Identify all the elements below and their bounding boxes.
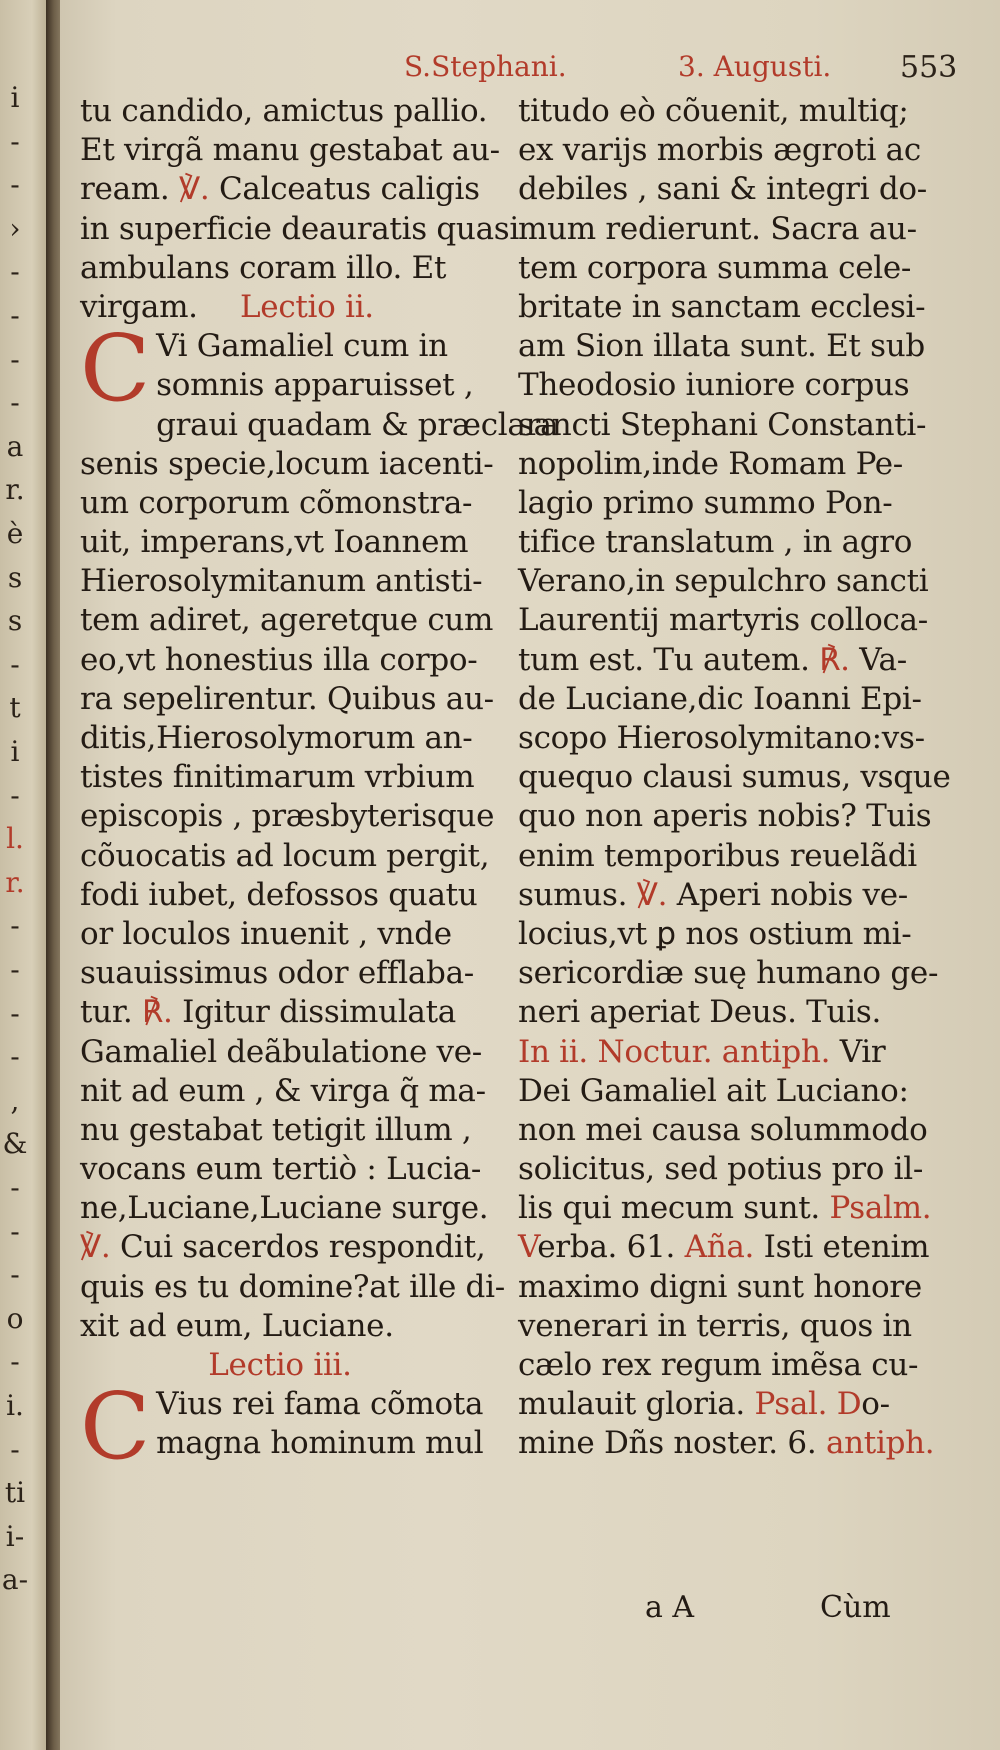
- text-line: tifice translatum , in agro: [518, 524, 913, 561]
- header-date: 3. Augusti.: [678, 50, 832, 83]
- text-line: quo non aperis nobis? Tuis: [518, 798, 932, 835]
- text-line: Vius rei fama cõmota: [156, 1386, 484, 1423]
- text-line: tistes finitimarum vrbium: [80, 759, 475, 796]
- text-line: in superficie deauratis quasi: [80, 210, 519, 247]
- running-header: [60, 50, 1000, 96]
- margin-letter: -: [10, 953, 20, 986]
- text-line: mulauit gloria. Psal. Do-: [518, 1386, 890, 1423]
- margin-letter: a-: [1, 1563, 29, 1597]
- text-line: nit ad eum , & virga q̃ ma-: [80, 1072, 486, 1109]
- right-column: [518, 92, 951, 1464]
- margin-letter: -: [10, 1345, 20, 1379]
- lectio-iii: [80, 1373, 510, 1481]
- margin-letter: -: [10, 124, 20, 158]
- text-line: or loculos inuenit , vnde: [80, 915, 452, 952]
- text-line: locius,vt ꝑ nos ostium mi-: [518, 915, 912, 952]
- text-line: lagio primo summo Pon-: [518, 484, 893, 521]
- text-line: magna hominum mul: [156, 1425, 484, 1462]
- lectio-iii-initial: C: [80, 1373, 151, 1481]
- text-line: vocans eum tertiò : Lucia-: [80, 1151, 482, 1188]
- text-line: ambulans coram illo. Et: [80, 249, 447, 286]
- lectio-ii-initial: C: [80, 315, 151, 423]
- margin-letter: -: [10, 778, 20, 812]
- text-line: ℣. Cui sacerdos respondit,: [80, 1229, 486, 1266]
- margin-letter: s: [7, 604, 23, 638]
- margin-letter: r.: [5, 865, 25, 899]
- text-line: xit ad eum, Luciane.: [80, 1307, 394, 1344]
- margin-letter: -: [10, 647, 20, 681]
- margin-letter: -: [10, 996, 20, 1030]
- text-line: tum est. Tu autem. ℟. Va-: [518, 641, 907, 678]
- text-line: tur. ℟. Igitur dissimulata: [80, 994, 456, 1031]
- text-line: solicitus, sed potius pro il-: [518, 1151, 924, 1188]
- text-line: titudo eò cõuenit, multiq;: [518, 93, 909, 129]
- margin-letter: -: [10, 1214, 20, 1248]
- text-line: eo,vt honestius illa corpo-: [80, 641, 478, 678]
- margin-letter: a: [6, 429, 24, 463]
- margin-letter: -: [10, 342, 20, 376]
- text-line: ditis,Hierosolymorum an-: [80, 720, 473, 756]
- margin-letter: i.: [6, 1389, 24, 1422]
- text-line: sumus. ℣. Aperi nobis ve-: [518, 876, 908, 913]
- text-line: senis specie,locum iacenti-: [80, 445, 494, 482]
- margin-letter: r.: [5, 473, 25, 507]
- text-line: venerari in terris, quos in: [518, 1307, 912, 1344]
- header-saint: S.Stephani.: [404, 50, 567, 83]
- text-line: maximo digni sunt honore: [518, 1268, 922, 1305]
- text-line: am Sion illata sunt. Et sub: [518, 328, 925, 365]
- margin-letter: -: [10, 1258, 20, 1292]
- left-column: [80, 92, 559, 1481]
- text-line: Dei Gamaliel ait Luciano:: [518, 1072, 909, 1109]
- margin-letter: è: [6, 517, 24, 550]
- text-line: britate in sanctam ecclesi-: [518, 288, 926, 325]
- text-line: tem corpora summa cele-: [518, 249, 912, 286]
- margin-letter: t: [9, 691, 21, 725]
- signature-mark: a A: [645, 1590, 695, 1625]
- page-footer: [60, 1590, 1000, 1640]
- text-line: ra sepelirentur. Quibus au-: [80, 680, 494, 717]
- margin-letter: -: [10, 386, 20, 420]
- margin-letter: i: [10, 735, 20, 768]
- text-line: nu gestabat tetigit illum ,: [80, 1111, 472, 1148]
- text-line: Theodosio iuniore corpus: [518, 367, 910, 404]
- text-line: sericordiæ suę humano ge-: [518, 955, 939, 992]
- margin-letter: -: [10, 1040, 20, 1074]
- text-line: Verano,in sepulchro sancti: [518, 563, 929, 600]
- text-line: cõuocatis ad locum pergit,: [80, 837, 490, 874]
- lectio-ii-heading: Lectio ii.: [240, 288, 374, 325]
- text-line: episcopis , præsbyterisque: [80, 798, 495, 835]
- text-line: fodi iubet, defossos quatu: [80, 876, 478, 913]
- text-line: Et virgã manu gestabat au-: [80, 132, 500, 169]
- text-line: uit, imperans,vt Ioannem: [80, 524, 469, 561]
- previous-page-margin-letters: [0, 0, 30, 1750]
- text-line: ream. ℣. Calceatus caligis: [80, 171, 480, 208]
- margin-letter: -: [10, 299, 20, 332]
- margin-letter: -: [10, 168, 20, 202]
- text-line: nopolim,inde Romam Pe-: [518, 445, 903, 482]
- margin-letter: o: [6, 1301, 24, 1335]
- text-line: graui quadam & præclara: [156, 406, 559, 443]
- margin-letter: l.: [6, 822, 24, 856]
- text-line: de Luciane,dic Ioanni Epi-: [518, 680, 922, 717]
- margin-letter: -: [10, 1171, 20, 1204]
- lectio-ii: [80, 315, 559, 1346]
- margin-letter: -: [10, 255, 20, 289]
- text-line: tu candido, amictus pallio.: [80, 93, 488, 129]
- margin-letter: -: [10, 909, 20, 943]
- text-line: lis qui mecum sunt. Psalm.: [518, 1190, 932, 1227]
- lectio-iii-lines: [80, 1373, 510, 1481]
- text-line: In ii. Noctur. antiph. Vir: [518, 1033, 886, 1070]
- virgam-text: virgam.: [80, 288, 198, 325]
- text-line: Hierosolymitanum antisti-: [80, 563, 483, 600]
- margin-letter: &: [2, 1127, 28, 1161]
- text-line: neri aperiat Deus. Tuis.: [518, 994, 881, 1031]
- text-line: ne,Luciane,Luciane surge.: [80, 1190, 489, 1227]
- text-line: um corporum cõmonstra-: [80, 484, 473, 521]
- text-line: Gamaliel deãbulatione ve-: [80, 1033, 482, 1070]
- margin-letter: -: [10, 1432, 20, 1466]
- margin-letter: i: [10, 81, 20, 114]
- text-line: cælo rex regum imẽsa cu-: [518, 1347, 919, 1383]
- text-line: quis es tu domine?at ille di-: [80, 1268, 505, 1305]
- catchword: Cùm: [820, 1590, 891, 1625]
- text-line: debiles , sani & integri do-: [518, 171, 927, 208]
- text-line: mum redierunt. Sacra au-: [518, 210, 917, 247]
- text-line: scopo Hierosolymitano:vs-: [518, 720, 925, 756]
- text-line: tem adiret, ageretque cum: [80, 602, 494, 639]
- text-line: enim temporibus reuelãdi: [518, 837, 917, 874]
- text-line: Vi Gamaliel cum in: [156, 328, 448, 365]
- page-number: 553: [900, 50, 958, 85]
- margin-letter: i-: [5, 1519, 25, 1553]
- margin-letter: ti: [4, 1476, 26, 1510]
- lectio-iii-heading: Lectio iii.: [208, 1347, 352, 1383]
- book-page: [60, 0, 1000, 1750]
- text-line: Verba. 61. Aña. Isti etenim: [518, 1229, 930, 1266]
- text-line: quequo clausi sumus, vsque: [518, 759, 951, 796]
- text-line: somnis apparuisset ,: [156, 367, 474, 404]
- text-line: suauissimus odor efflaba-: [80, 955, 474, 992]
- margin-letter: ›: [9, 211, 21, 245]
- margin-letter: s: [7, 560, 23, 594]
- text-line: mine Dñs noster. 6. antiph.: [518, 1425, 935, 1462]
- lectio-ii-lines: [80, 315, 559, 1346]
- margin-letter: ,: [10, 1083, 20, 1117]
- text-line: sancti Stephani Constanti-: [518, 406, 927, 443]
- text-line: ex varijs morbis ægroti ac: [518, 132, 921, 169]
- text-line: Laurentij martyris colloca-: [518, 602, 928, 639]
- text-line: non mei causa solummodo: [518, 1111, 928, 1148]
- left-top-lines: [80, 92, 519, 288]
